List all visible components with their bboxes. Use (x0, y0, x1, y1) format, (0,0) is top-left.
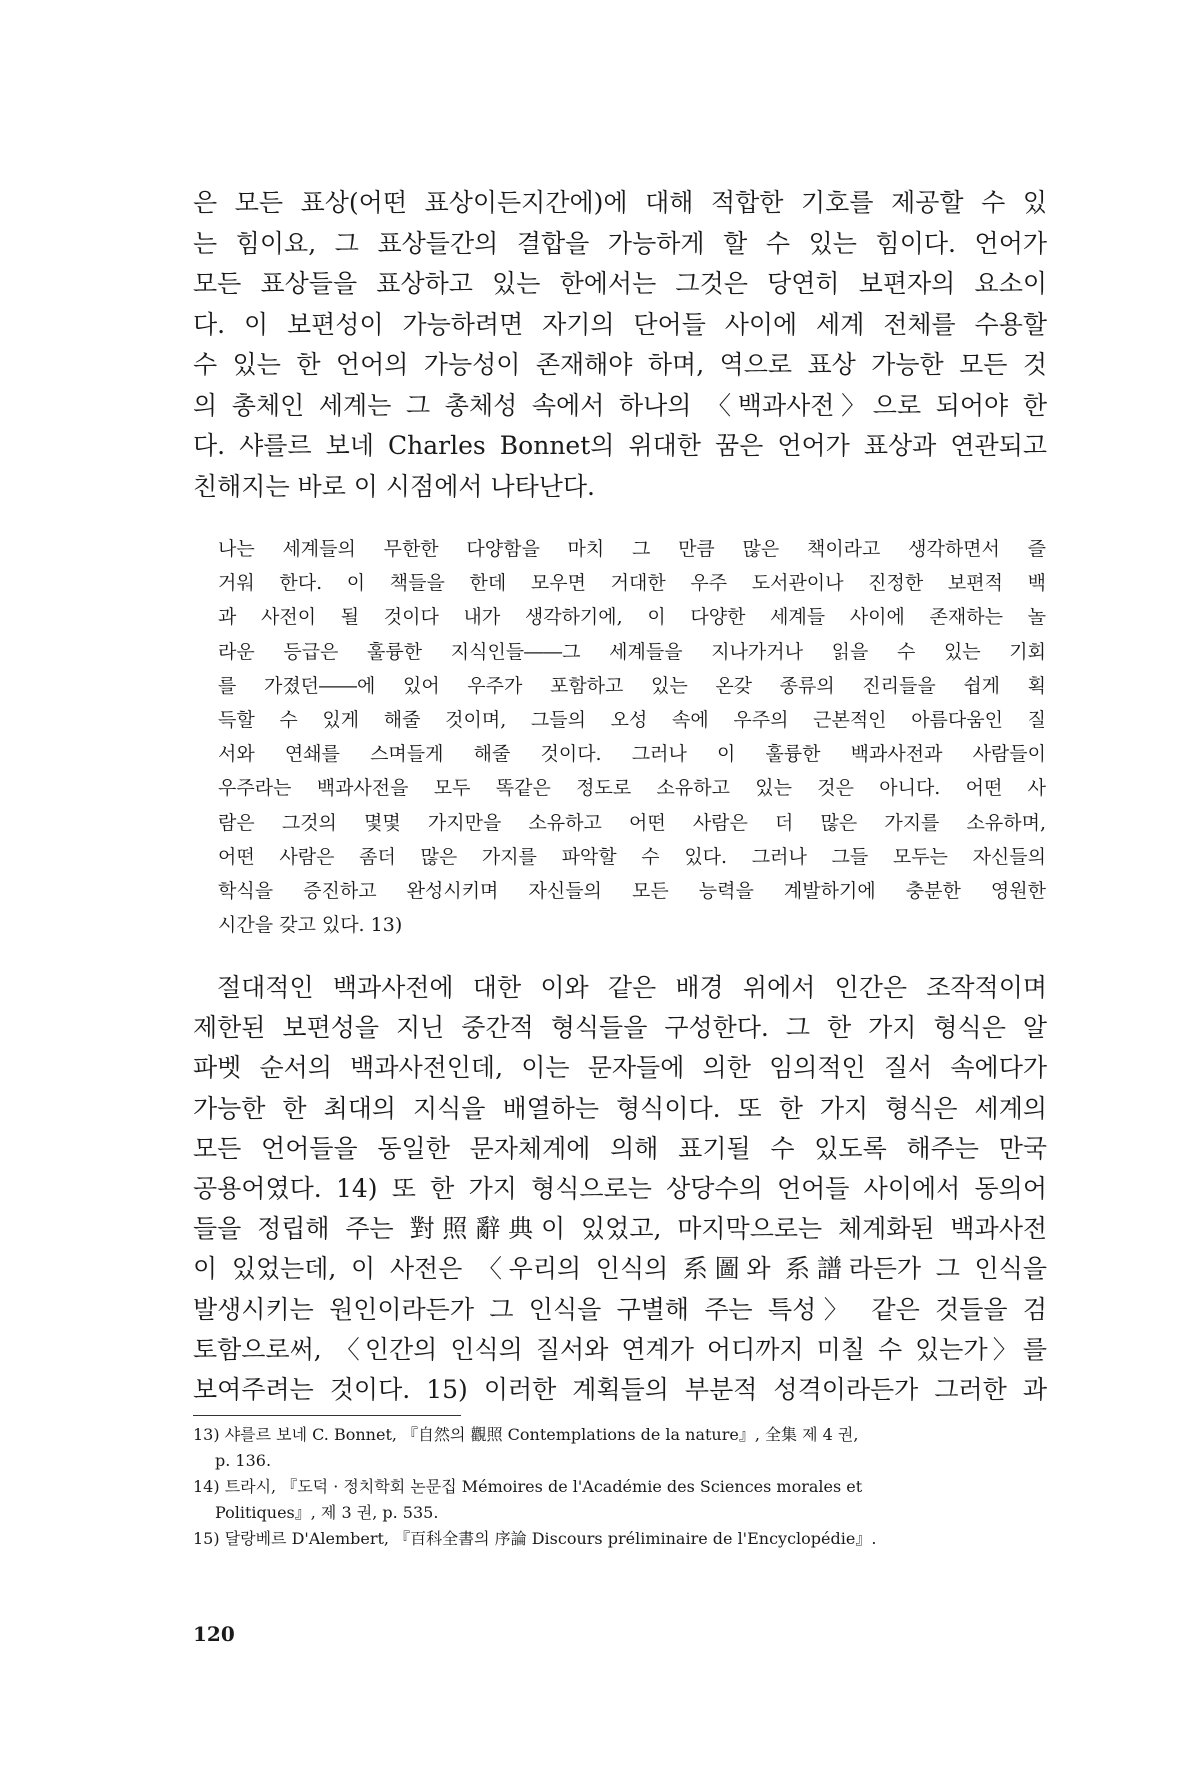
quote-line: 득할 수 있게 해줄 것이며, 그들의 오성 속에 우주의 근본적인 아름다움인 질 (218, 709, 1046, 732)
text-line: 파벳 순서의 백과사전인데, 이는 문자들에 의한 임의적인 질서 속에다가 (193, 1053, 1047, 1083)
text-line: 가능한 한 최대의 지식을 배열하는 형식이다. 또 한 가지 형식은 세계의 (193, 1093, 1047, 1123)
text-line: 들을 정립해 주는 對照辭典이 있었고, 마지막으로는 체계화된 백과사전 (193, 1214, 1047, 1244)
text-line: 은 모든 표상(어떤 표상이든지간에)에 대해 적합한 기호를 제공할 수 있 (193, 188, 1047, 217)
text-line: 모든 언어들을 동일한 문자체계에 의해 표기될 수 있도록 해주는 만국 (193, 1133, 1047, 1163)
text-line: 절대적인 백과사전에 대한 이와 같은 배경 위에서 인간은 조작적이며 (217, 973, 1047, 1002)
footnote-divider (193, 1415, 461, 1416)
quote-line: 우주라는 백과사전을 모두 똑같은 정도로 소유하고 있는 것은 아니다. 어떤 사 (218, 777, 1046, 800)
text-line: 친해지는 바로 이 시점에서 나타난다. (193, 471, 595, 501)
text-line: 의 총체인 세계는 그 총체성 속에서 하나의 〈백과사전〉으로 되어야 한 (193, 390, 1047, 420)
block-quote (218, 532, 1046, 942)
body-paragraph-1 (193, 183, 1047, 507)
quote-line: 과 사전이 될 것이다 내가 생각하기에, 이 다양한 세계들 사이에 존재하는 놀 (218, 606, 1046, 629)
quote-line: 라운 등급은 훌륭한 지식인들――그 세계들을 지나가거나 읽을 수 있는 기회 (218, 640, 1046, 663)
footnote-text: 13) 샤를르 보네 C. Bonnet, 『自然의 觀照 Contemplations de la nature』, 全集 제 4 권, (193, 1425, 859, 1444)
text-line: 공용어였다. 14) 또 한 가지 형식으로는 상당수의 언어들 사이에서 동의어 (193, 1174, 1047, 1204)
text-line: 다. 샤를르 보네 Charles Bonnet의 위대한 꿈은 언어가 표상과 연관되고 (193, 431, 1047, 460)
footnote-15 (193, 1526, 1047, 1552)
footnote-text: 14) 트라시, 『도덕 · 정치학회 논문집 Mémoires de l'Académie des Sciences morales et (193, 1477, 863, 1496)
footnote-14 (193, 1474, 1047, 1526)
quote-line: 서와 연쇄를 스며들게 해줄 것이다. 그러나 이 훌륭한 백과사전과 사람들이 (218, 743, 1046, 766)
quote-line: 어떤 사람은 좀더 많은 가지를 파악할 수 있다. 그러나 그들 모두는 자신들의 (218, 845, 1046, 868)
text-line: 수 있는 한 언어의 가능성이 존재해야 하며, 역으로 표상 가능한 모든 것 (193, 350, 1047, 379)
footnote-text: p. 136. (215, 1451, 272, 1470)
text-line: 이 있었는데, 이 사전은 〈우리의 인식의 系圖와 系譜라든가 그 인식을 (193, 1254, 1047, 1284)
text-line: 보여주려는 것이다. 15) 이러한 계획들의 부분적 성격이라든가 그러한 과 (193, 1375, 1047, 1405)
footnote-text: 15) 달랑베르 D'Alembert, 『百科全書의 序論 Discours préliminaire de l'Encyclopédie』. (193, 1529, 877, 1548)
footnote-text: Politiques』, 제 3 권, p. 535. (215, 1503, 439, 1522)
quote-line: 람은 그것의 몇몇 가지만을 소유하고 어떤 사람은 더 많은 가지를 소유하며, (218, 811, 1046, 834)
quote-line: 시간을 갖고 있다. 13) (218, 914, 403, 937)
text-line: 발생시키는 원인이라든가 그 인식을 구별해 주는 특성〉 같은 것들을 검 (193, 1294, 1047, 1324)
text-line: 토함으로써, 〈인간의 인식의 질서와 연계가 어디까지 미칠 수 있는가〉를 (193, 1334, 1047, 1364)
page-number: 120 (193, 1622, 235, 1646)
body-paragraph-2 (193, 968, 1047, 1410)
quote-line: 학식을 증진하고 완성시키며 자신들의 모든 능력을 계발하기에 충분한 영원한 (218, 880, 1046, 903)
quote-line: 나는 세계들의 무한한 다양함을 마치 그 만큼 많은 책이라고 생각하면서 즐 (218, 538, 1046, 560)
quote-line: 를 가졌던――에 있어 우주가 포함하고 있는 온갖 종류의 진리들을 쉽게 획 (218, 674, 1046, 697)
footnote-13 (193, 1422, 1047, 1474)
text-line: 제한된 보편성을 지닌 중간적 형식들을 구성한다. 그 한 가지 형식은 알 (193, 1013, 1047, 1043)
text-line: 다. 이 보편성이 가능하려면 자기의 단어들 사이에 세계 전체를 수용할 (193, 309, 1047, 339)
footnotes (193, 1422, 1047, 1552)
quote-line: 거워 한다. 이 책들을 한데 모우면 거대한 우주 도서관이나 진정한 보편적 백 (218, 572, 1046, 595)
text-line: 는 힘이요, 그 표상들간의 결합을 가능하게 할 수 있는 힘이다. 언어가 (193, 228, 1047, 258)
text-line: 모든 표상들을 표상하고 있는 한에서는 그것은 당연히 보편자의 요소이 (193, 269, 1047, 298)
